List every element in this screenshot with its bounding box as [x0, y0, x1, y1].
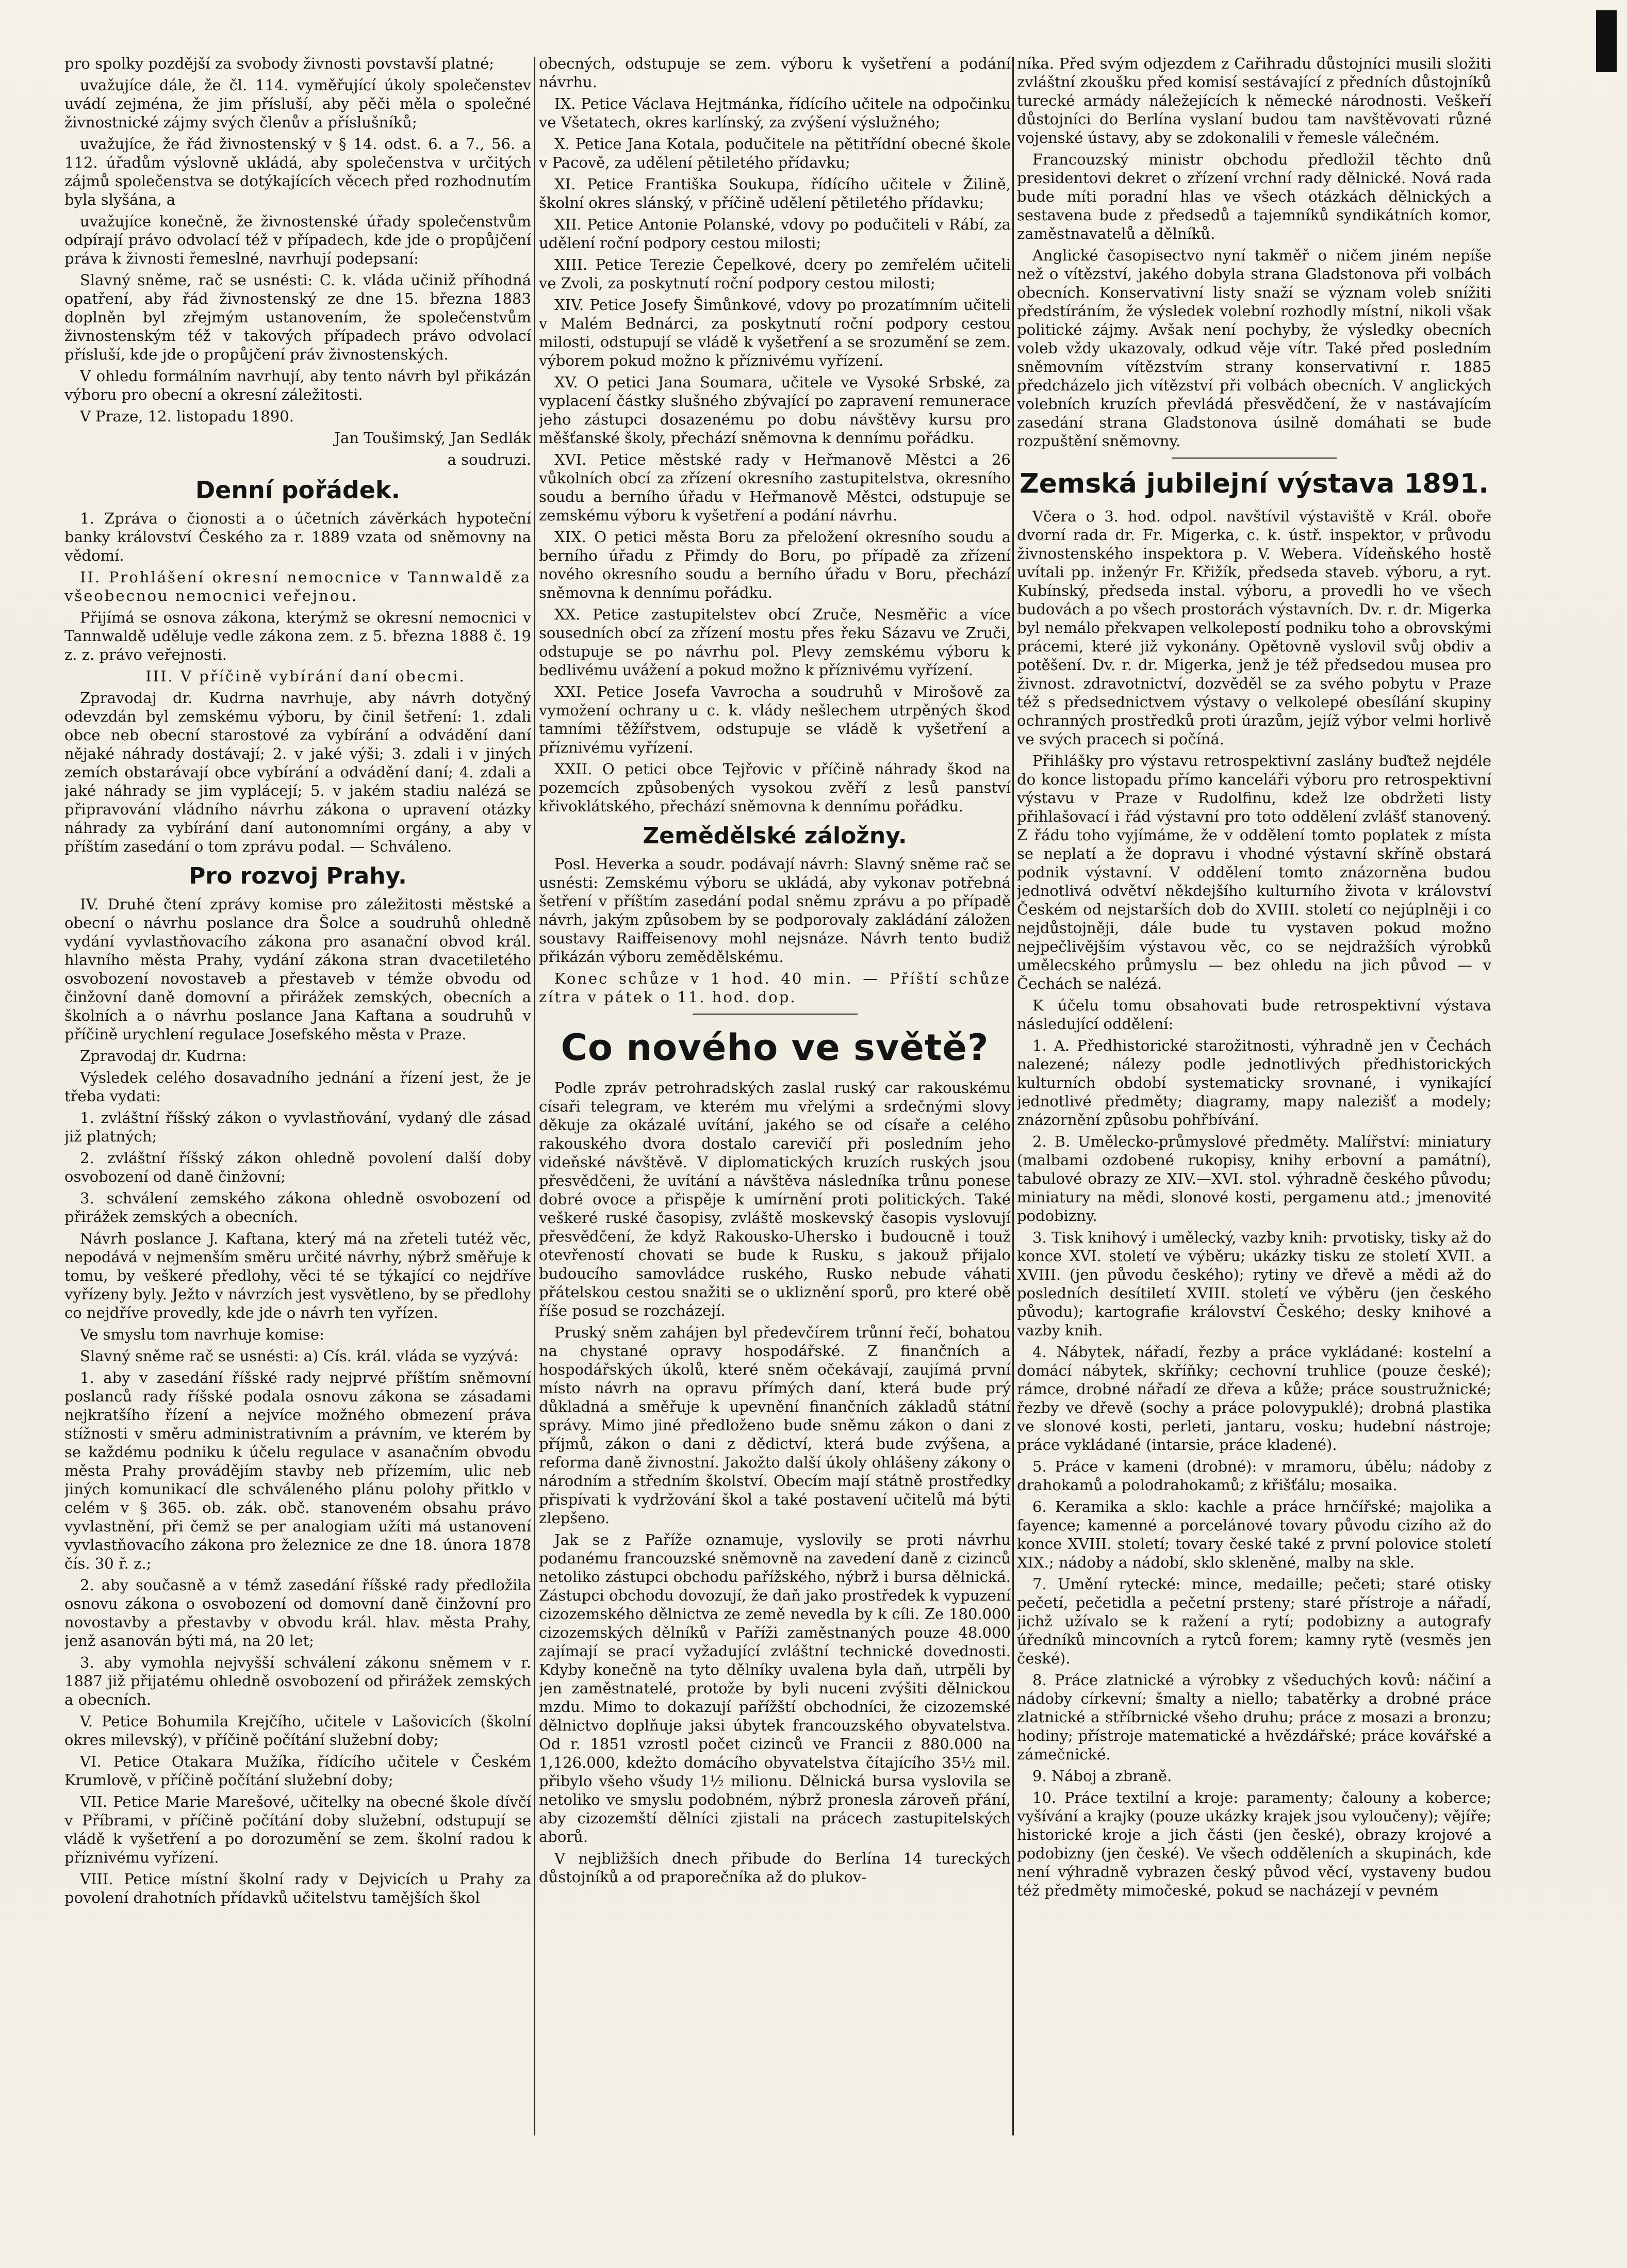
paragraph: XIX. O petici města Boru za přeložení okresního soudu a berního úřadu z Přimdy do Boru, po případě za zřízení nového okresního soudu a berního úřadu v Boru, přechází sněmovna k dennímu pořádku.: [539, 528, 1011, 601]
paragraph: uvažujíce, že řád živnostenský v § 14. odst. 6. a 7., 56. a 112. úřadům výslovně ukládá, aby společenstva v určitých zájmů společenstva se dotýkajících věcech před rozhodnutím byla slyšána, a: [64, 135, 531, 208]
signature: a soudruzi.: [447, 451, 531, 468]
paragraph: Posl. Heverka a soudr. podávají návrh: Slavný sněme rač se usnésti: Zemskému výboru se ukládá, aby vykonav potřebná šetření v příštím zasedání podal sněmu zprávu a po případě návrh, jakým způsobem by se podporovaly zakládání záložen soustavy Raiffeisenovy mohl nejsnáze. Návrh tento budiž přikázán výboru zemědělskému.: [539, 855, 1011, 966]
paragraph: Konec schůze v 1 hod. 40 min. — Příští schůze zítra v pátek o 11. hod. dop.: [539, 970, 1011, 1006]
column-divider-2: [1012, 57, 1014, 2135]
paragraph: Pruský sněm zahájen byl předevčírem trůnní řečí, bohatou na chystané opravy hospodářské. Z finančních a hospodářských úkolů, které sněm očekávají, zaujímá první místo návrh na opravu přímých daní, která bude prý důkladná a směřuje k upevnění finančních základů státní správy. Mimo jiné předloženo bude sněmu zákon o dani z příjmů, zákon o dani z dědictví, která bude zvýšena, a reforma daně živnostní. Jakožto další úkoly ohlášeny zákony o národním a středním školství. Obecím mají státně prostředky přispívati k vydržování škol a také postavení učitelů má býti zlepšeno.: [539, 1324, 1011, 1527]
paragraph: VI. Petice Otakara Mužíka, řídícího učitele v Českém Krumlově, v příčině počítání služební doby;: [64, 1753, 531, 1789]
paragraph: 6. Keramika a sklo: kachle a práce hrnčířské; majolika a fayence; kamenné a porcelánové tovary původu cizího až do konce XVIII. století; tovary české také z první polovice století XIX.; nádoby a nádobí, sklo skleněné, malby na skle.: [1017, 1498, 1491, 1571]
paragraph: XVI. Petice městské rady v Heřmanově Městci a 26 vůkolních obcí za zřízení okresního zastupitelstva, okresního soudu a berního úřadu v Heřmanově Městci, odstupuje se zemskému výboru k vyšetření a podání návrhu.: [539, 451, 1011, 524]
paragraph: XI. Petice Františka Soukupa, řídícího učitele v Žilině, školní okres slánský, v příčině udělení pětiletého přídavku;: [539, 175, 1011, 211]
paragraph: 8. Práce zlatnické a výrobky z všeduchých kovů: náčiní a nádoby církevní; šmalty a niello; tabatěrky a drobné práce zlatnické a stříbrnické všeho druhu; práce z mosazi a bronzu; hodiny; přístroje matematické a hvězdářské; práce kovářské a zámečnické.: [1017, 1671, 1491, 1763]
section-heading-zemska-jubilejni-vystava: Zemská jubilejní výstava 1891.: [1020, 468, 1489, 499]
paragraph: 1. aby v zasedání říšské rady nejprvé příštím sněmovní poslanců rady říšské podala osnovu zákona se zásadami nejkratšího řízení a nejvíce možného obmezení práva stížnosti v směru administrativním a právním, ve kterém by se každému podniku k účelu regulace v asanačním obvodu města Prahy provádějím stavby neb přízemím, ulic neb jiných komunikací dle schváleného plánu polohy přitklo v celém v § 365. ob. zák. obč. stanoveném obsahu právo vyvlastnění, při čemž se per analogiam užíti má ustanovení vyvlastňovacího zákona pro železnice ze dne 18. února 1878 čís. 30 ř. z.;: [64, 1369, 531, 1572]
paragraph: Včera o 3. hod. odpol. navštívil výstaviště v Král. oboře dvorní rada dr. Fr. Migerka, c. k. ústř. inspektor, v průvodu živnostenského inspektora p. V. Webera. Vídeňského hostě uvítali pp. inženýr Fr. Křižík, předseda staveb. výboru, a ryt. Kubínský, předseda instal. výboru, a provedli ho ve všech budovách a po všech prostorách výstavních. Dv. r. dr. Migerka byl nemálo překvapen velkolepostí podniku toho a obrovskými prácemi, které již vykonány. Opětovně vyslovil svůj obdiv a potěšení. Dv. r. dr. Migerka, jenž je též předsedou musea pro živnost. zdravotnictví, dozvěděl se za svého pobytu v Praze též s předsednictvem výstavy o velkolepé obesílání skupiny ochranných prostředků proti úrazům, jejíž výbor velmi horlivě ve svých pracech si počíná.: [1017, 508, 1491, 748]
paragraph: Slavný sněme, rač se usnésti: C. k. vláda učiniž příhodná opatření, aby řád živnostenský ze dne 15. března 1883 doplněn byl zřejmým ustanovením, že společenstvům živnostenským též v takových případech právo odvolací přísluší, kde jde o propůjčení práv živnostenských.: [64, 271, 531, 363]
paragraph: Slavný sněme rač se usnésti: a) Cís. král. vláda se vyzývá:: [80, 1347, 518, 1365]
paragraph: II. Prohlášení okresní nemocnice v Tannwaldě za všeobecnou nemocnici veřejnou.: [64, 568, 531, 605]
section-heading-denni-poradek: Denní pořádek.: [195, 476, 401, 504]
paragraph: Ve smyslu tom navrhuje komise:: [80, 1326, 324, 1343]
paragraph: Výsledek celého dosavadního jednání a řízení jest, že je třeba vydati:: [64, 1069, 531, 1105]
paragraph: Přihlášky pro výstavu retrospektivní zaslány buďtež nejdéle do konce listopadu přímo kanceláři výboru pro retrospektivní výstavu v Praze v Rudolfinu, kdež lze obdržeti listy přihlašovací i řád výstavní pro toto oddělení zvlášť stanovený. Z řádu toho vyjímáme, že v oddělení tomto poplatek z místa se neplatí a že dopravu i vhodné výstavní skříně obstará podnik výstavní. V oddělení tomto znázorněna budou jednotlivá odvětví někdejšího kulturního života v království Českém od nejstarších dob do XVIII. století co nejúplněji i co nejdůstojněji, dále bude tu vystaven pokud možno nejpečlivějším výstavou věc, co se nejdražších výrobků umělecského průmyslu — bez ohledu na jich původ — v Čechách se nalézá.: [1017, 752, 1491, 992]
paragraph: XXI. Petice Josefa Vavrocha a soudruhů v Mirošově za vymožení ochrany u c. k. vlády nešlechem utrpěných škod tamními těžířstvem, odstupuje se vládě k vyšetření a příznivému vyřízení.: [539, 683, 1011, 756]
column-divider-1: [534, 57, 535, 2135]
section-heading-pro-rozvoj-prahy: Pro rozvoj Prahy.: [189, 863, 407, 889]
paragraph: 10. Práce textilní a kroje: paramenty; čalouny a koberce; vyšívání a krajky (pouze ukázky krajek jsou vyloučeny); vějíře; historické kroje a jich části (jen české), obrazy krojové a podobizny (jen české). Ve všech odděleních a skupinách, kde není výhradně vybrazen český původ věcí, vystaveny budou též předměty mimočeské, pokud se nacházejí v pevném: [1017, 1789, 1491, 1899]
paragraph: Návrh poslance J. Kaftana, který má na zřeteli tutéž věc, nepodává v nejmenším směru určité návrhy, nýbrž směřuje k tomu, by veškeré předlohy, věci té se týkající co nejdříve vyřízeny byly. Ježto v návrzích jest vysvětleno, by se předlohy co nejdříve provedly, kde jde o návrh ten vyřízen.: [64, 1230, 531, 1321]
paragraph: 2. B. Umělecko-průmyslové předměty. Malířství: miniatury (malbami ozdobené rukopisy, knihy erbovní a památní), tabulové obrazy ze XIV.—XVI. stol. výhradně českého původu; miniatury na mědi, slonové kosti, pergamenu atd.; jmenovité podobizny.: [1017, 1133, 1491, 1225]
paragraph: 3. Tisk knihový i umělecký, vazby knih: prvotisky, tisky až do konce XVI. století ve výběru; ukázky tisku ze století XVII. a XVIII. (jen původu českého); rytiny ve dřevě a mědi až do posledních desítiletí XVIII. století ve výběru (jen českého původu); kartografie království Českého; desky knihové a vazby knih.: [1017, 1229, 1491, 1339]
subheading: III. V příčině vybírání daní obecmi.: [145, 667, 466, 685]
paragraph: 1. A. Předhistorické starožitnosti, výhradně jen v Čechách nalezené; nálezy podle jednotlivých předhistorických kulturních období systematicky srovnané, i vynikající jednotlivé předměty; diagramy, mapy nalezišť a modely; znázornění způsobu pohřbívání.: [1017, 1037, 1491, 1129]
paragraph: IX. Petice Václava Hejtmánka, řídícího učitele na odpočinku ve Všetatech, okres karlínský, za zvýšení výslužného;: [539, 95, 1011, 131]
paragraph: 3. aby vymohla nejvyšší schválení zákonu sněmem v r. 1887 již přijatému ohledně osvobození od přirážek zemských a obecních.: [64, 1654, 531, 1708]
paragraph: XX. Petice zastupitelstev obcí Zruče, Nesměřic a více sousedních obcí za zřízení mostu přes řeku Sázavu ve Zruči, odstupuje se po návrhu pol. Plevy zemskému výboru k bedlivému uvážení a pokud možno k příznivému vyřízení.: [539, 606, 1011, 679]
paragraph: 9. Náboj a zbraně.: [1032, 1767, 1172, 1785]
paragraph: Anglické časopisectvo nyní takměř o ničem jiném nepíše než o vítězství, jakého dobyla strana Gladstonova při volbách obecních. Konservativní listy snaží se význam voleb snížiti předstíráním, že výsledek volební rozhodly místní, nikoli však politické zájmy. Avšak není pochyby, že výsledky obecních voleb vždy ukazovaly, odkud věje vítr. Také před posledním sněmovním vítězstvím strany konservativní r. 1885 předcházelo jich vítězství při volbách obecních. V anglických volebních kruzích převládá přesvědčení, že v nastávajícím zasedání strana Gladstonova úsilně domáhati se bude rozpuštění sněmovny.: [1017, 247, 1491, 450]
separator-rule: [693, 1014, 858, 1015]
page-corner-mark: [1596, 10, 1617, 72]
column-1: [64, 54, 531, 2138]
paragraph: 7. Umění rytecké: mince, medaille; pečeti; staré otisky pečetí, pečetidla a pečetní prsteny; staré přístroje a nářadí, jichž užívalo se k ražení a rytí; podobizny a autografy úředníků mincovních a rytců forem; kamny rytě (vesměs jen české).: [1017, 1575, 1491, 1667]
column-2: [539, 54, 1011, 2138]
paragraph: Přijímá se osnova zákona, kterýmž se okresní nemocnici v Tannwaldě uděluje vedle zákona zem. z 5. března 1888 č. 19 z. z. právo veřejnosti.: [64, 609, 531, 663]
paragraph: Zpravodaj dr. Kudrna navrhuje, aby návrh dotyčný odevzdán byl zemskému výboru, by činil šetření: 1. zdali obce neb obecní starostové za vybírání a odvádění daní nějaké náhrady dostávají; 2. v jaké výši; 3. zdali i v jiných zemích obstarávají obce vybírání a odvádění daní; 4. zdali a jaké náhrady se jim vyplácejí; 5. v jakém stadiu nalézá se připravování vládního návrhu zákona o upravení otázky náhrady za vybírání daní autonomními orgány, a aby v příštím zasedání o tom zprávu podal. — Schváleno.: [64, 689, 531, 855]
paragraph: Podle zpráv petrohradských zaslal ruský car rakouskému císaři telegram, ve kterém mu vřelými a srdečnými slovy děkuje za okázalé uvítání, jakého se od císaře a celého rakouského dvora dostalo carevičí při posledním jeho videňské návštěvě. V diplomatických kruzích ruských jsou přesvědčeni, že uvítání a návštěva následníka trůnu ponese dobré ovoce a přispěje k umírnění proti politických. Také veškeré ruské časopisy, zvláště moskevský časopis vyslovují přesvědčení, že když Rakousko-Uhersko i budoucně i touž otevřeností chovati se bude k Rusku, s jakouž přijalo budoucího samovládce ruského, Rusko nebude váhati přátelskou cestou snažiti se o ukliznění sporů, pro které obě říše posud se rozcházejí.: [539, 1079, 1011, 1319]
paragraph: VIII. Petice místní školní rady v Dejvicích u Prahy za povolení drahotních přídavků učitelstvu tamějších škol: [64, 1870, 531, 1906]
paragraph: VII. Petice Marie Marešové, učitelky na obecné škole dívčí v Příbrami, v příčině počítání doby služební, odstupují se vládě k vyšetření a po dorozumění se zem. školní radou k příznivému vyřízení.: [64, 1793, 531, 1866]
paragraph: Jak se z Paříže oznamuje, vyslovily se proti návrhu podanému francouzské sněmovně na zavedení daně z cizinců netoliko zástupci obchodu pařížského, nýbrž i bursa dělnická. Zástupci obchodu dovozují, že daň jako prostředek k vypuzení cizozemského dělnictva ze země nevedla by k cíli. Ze 180.000 cizozemských dělníků v Paříži zaměstnaných pouze 48.000 zajímají se prací vyžadující zvláštní technické dovednosti. Kdyby konečně na tyto dělníky uvalena byla daň, utrpěli by jen zaměstnatelé, protože by byli nuceni zvýšiti dělnickou mzdu. Mimo to dokazují pařížští obchodníci, že cizozemské dělnictvo doplňuje jaksi úbytek francouzského obyvatelstva. Od r. 1851 vzrostl počet cizinců ve Francii z 880.000 na 1,126.000, kdežto domácího obyvatelstva čítajícího 35½ mil. přibylo všeho všudy 1½ milionu. Dělnická bursa vyslovila se netoliko ve smyslu podobném, nýbrž pronesla zároveň přání, aby cizozemští dělníci zjistali na prácech zastupitelských aborů.: [539, 1531, 1011, 1846]
paragraph: pro spolky pozdější za svobody živnosti povstavší platné;: [64, 55, 495, 72]
paragraph: 5. Práce v kameni (drobné): v mramoru, úbělu; nádoby z drahokamů a polodrahokamů; z křišťálu; mosaika.: [1017, 1458, 1491, 1494]
paragraph: 3. schválení zemského zákona ohledně osvobození od přirážek zemských a obecních.: [64, 1189, 531, 1226]
paragraph: 1. Zpráva o čionosti a o účetních závěrkách hypoteční banky království Českého za r. 1889 vzata od sněmovny na vědomí.: [64, 510, 531, 564]
separator-rule: [1172, 458, 1337, 459]
paragraph: XIV. Petice Josefy Šimůnkové, vdovy po prozatímním učiteli v Malém Bednárci, za poskytnutí roční podpory cestou milosti, odstupují se vládě k vyšetření a se srozumění se zem. výborem pokud možno k příznivému vyřízení.: [539, 296, 1011, 369]
paragraph: 2. zvláštní říšský zákon ohledně povolení další doby osvobození od daně činžovní;: [64, 1149, 531, 1185]
paragraph: 4. Nábytek, nářadí, řezby a práce vykládané: kostelní a domácí nábytek, skříňky; cechovní truhlice (pouze české); rámce, drobné nářadí ze dřeva a kůže; práce soustružnické; řezby ve dřevě (sochy a práce polovypuklé); drobná plastika ve slonové kosti, perleti, jantaru, vosku; hudební nástroje; práce vykládané (intarsie, práce kladené).: [1017, 1343, 1491, 1454]
paragraph: obecných, odstupuje se zem. výboru k vyšetření a podání návrhu.: [539, 55, 1011, 91]
paragraph: V ohledu formálním navrhují, aby tento návrh byl přikázán výboru pro obecní a okresní záležitosti.: [64, 367, 531, 403]
paragraph: XIII. Petice Terezie Čepelkové, dcery po zemřelém učiteli ve Zvoli, za poskytnutí roční podpory cestou milosti;: [539, 256, 1011, 292]
paragraph: V. Petice Bohumila Krejčího, učitele v Lašovicích (školní okres milevský), v příčině počítání služební doby;: [64, 1712, 531, 1749]
column-3: [1017, 54, 1491, 2138]
paragraph: XII. Petice Antonie Polanské, vdovy po podučiteli v Rábí, za udělení roční podpory cestou milosti;: [539, 216, 1011, 252]
paragraph: IV. Druhé čtení zprávy komise pro záležitosti městské a obecní o návrhu poslance dra Šolce a soudruhů ohledně vydání vyvlastňovacího zákona pro asanační obvod král. hlavního města Prahy, vydání zákona stran dvacetiletého osvobození novostaveb a přestaveb v témže obvodu od činžovní daně domovní a přirážek zemských, obecních a školních a o návrhu poslance Jana Kaftana a soudruhů v příčině urychlení regulace Josefského města v Praze.: [64, 895, 531, 1043]
paragraph: K účelu tomu obsahovati bude retrospektivní výstava následující oddělení:: [1017, 997, 1491, 1033]
paragraph: Zpravodaj dr. Kudrna:: [80, 1047, 247, 1065]
section-heading-zemedelske-zalozny: Zemědělské záložny.: [643, 823, 907, 849]
paragraph: 2. aby současně a v témž zasedání říšské rady předložila osnovu zákona o osvobození od domovní daně činžovní pro novostavby a přestavby v obvodu král. hlav. města Prahy, jenž asanován býti má, na 20 let;: [64, 1576, 531, 1650]
paragraph: níka. Před svým odjezdem z Cařihradu důstojníci musili složiti zvláštní zkoušku před komisí sestávající z předních důstojníků turecké armády náležejících k německé národnosti. Veškeří důstojníci do Berlína vyslaní budou tam navštěvovati různé vojenské ústavy, aby se zdokonalili v řemesle válečném.: [1017, 55, 1491, 146]
paragraph: X. Petice Jana Kotala, podučitele na pětitřídní obecné škole v Pacově, za udělení pětiletého přídavku;: [539, 135, 1011, 171]
paragraph: XV. O petici Jana Soumara, učitele ve Vysoké Srbské, za vyplacení částky slušného zbývající po zapravení remunerace jeho zástupci dosazenému po dobu návštěvy kursu pro měšťanské školy, přechází sněmovna k dennímu pořádku.: [539, 373, 1011, 447]
paragraph: 1. zvláštní říšský zákon o vyvlastňování, vydaný dle zásad již platných;: [64, 1109, 531, 1145]
section-heading-co-noveho-ve-svete: Co nového ve světě?: [561, 1026, 989, 1069]
dateline: V Praze, 12. listopadu 1890.: [80, 407, 294, 425]
signature: Jan Toušimský, Jan Sedlák: [334, 429, 531, 447]
paragraph: XXII. O petici obce Tejřovic v příčině náhrady škod na pozemcích způsobených vysokou zvěří z lesů panství křivoklátského, přechází sněmovna k dennímu pořádku.: [539, 760, 1011, 815]
paragraph: Francouzský ministr obchodu předložil těchto dnů presidentovi dekret o zřízení vrchní rady dělnické. Nová rada bude míti poradní hlas ve všech otázkách dělnických a sestavena bude z předsedů a tajemníků syndikátních komor, zaměstnavatelů a dělníků.: [1017, 151, 1491, 242]
paragraph: uvažujíce dále, že čl. 114. vyměřující úkoly společenstev uvádí zejména, že jim přísluší, aby pěči měla o společné živnostnické zájmy svých členův a příslušníků;: [64, 76, 531, 131]
paragraph: V nejbližších dnech přibude do Berlína 14 tureckých důstojníků a od praporečníka až do plukov-: [539, 1850, 1011, 1886]
paragraph: uvažujíce konečně, že živnostenské úřady společenstvům odpírají právo odvolací též v případech, kde jde o propůjčení práva k živnosti řemeslné, navrhují podepsaní:: [64, 213, 531, 267]
